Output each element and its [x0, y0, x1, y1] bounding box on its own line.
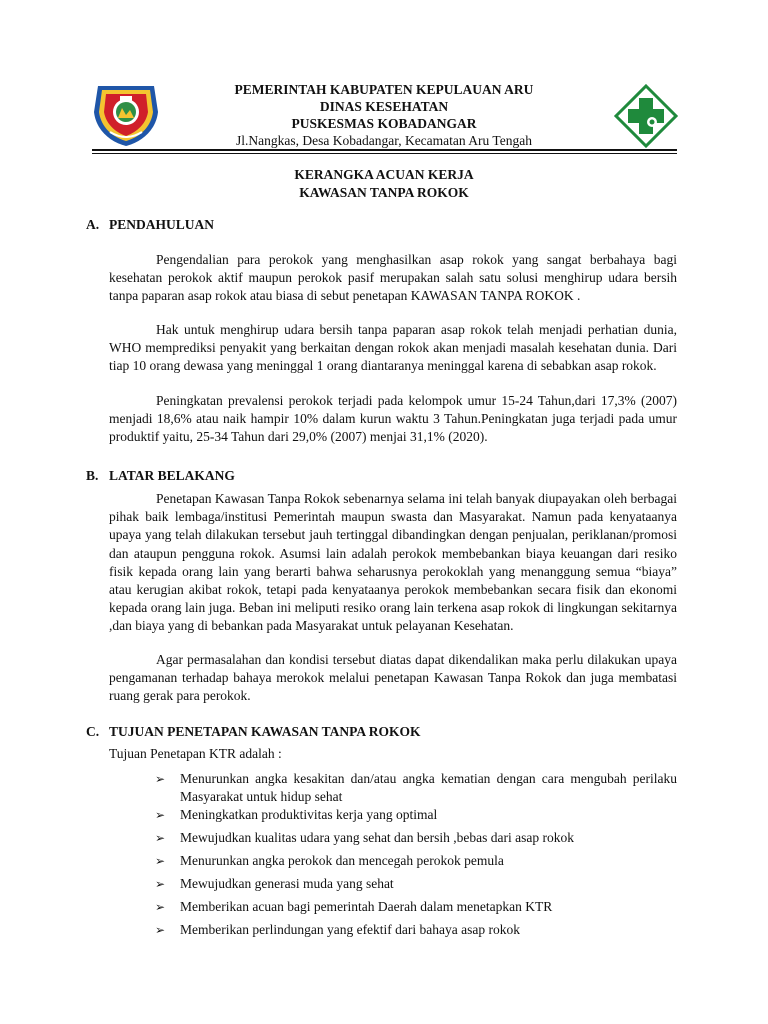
section-b-letter: B. [86, 468, 99, 483]
list-item: ➢ Mewujudkan kualitas udara yang sehat dan bersih ,bebas dari asap rokok [155, 829, 677, 847]
list-item: ➢ Menurunkan angka kesakitan dan/atau angka kematian dengan cara mengubah perilaku Masyarakat untuk hidup sehat [155, 771, 677, 805]
section-a-paragraph-2: Hak untuk menghirup udara bersih tanpa paparan asap rokok telah menjadi perhatian dunia, WHO memprediksi penyakit yang berkaitan dengan rokok akan menjadi masalah kesehatan dunia. Dari tiap 10 orang dewasa yang meninggal 1 orang diantaranya meninggal karena di sebabkan asap rokok. [109, 322, 677, 374]
section-a-paragraph-3: Peningkatan prevalensi perokok terjadi pada kelompok umur 15-24 Tahun,dari 17,3% (2007) menjadi 18,6% atau naik hampir 10% dalam kurun waktu 3 Tahun.Peningkatan juga terjadi pada umur produktif yaitu, 25-34 Tahun dari 29,0% (2007) menjai 31,1% (2020). [109, 393, 677, 445]
section-c-title: TUJUAN PENETAPAN KAWASAN TANPA ROKOK [109, 724, 421, 739]
section-c-intro: Tujuan Penetapan KTR adalah : [109, 746, 282, 761]
section-a-paragraph-1: Pengendalian para perokok yang menghasilkan asap rokok yang sangat berbahaya bagi kesehatan perokok aktif maupun perokok pasif merupakan salah satu solusi menghirup udara bersih tanpa paparan asap rokok atau biasa di sebut penetapan KAWASAN TANPA ROKOK . [109, 252, 677, 304]
section-b-heading [86, 468, 235, 484]
header-divider-thick [92, 149, 677, 151]
header-puskesmas: PUSKESMAS KOBADANGAR [291, 116, 477, 131]
section-a-heading [86, 217, 214, 233]
section-b-paragraph-1: Penetapan Kawasan Tanpa Rokok sebenarnya selama ini telah banyak diupayakan oleh berbagai pihak baik lembaga/institusi Pemerintah maupun swasta dan Masyarakat. Namun pada kenyataanya upaya yang telah dilakukan tersebut jauh tertinggal dibandingkan dengan penjualan, periklanan/promosi dan ataupun pengguna rokok. Asumsi lain adalah perokok membebankan biaya keuangan dari resiko fisik kepada orang lain yang berarti bahwa seharusnya perokoklah yang menanggung semua “biaya” atau kerugian akibat rokok, tetapi pada kenyataanya perokok membebankan secara fisik dan ekonomi kepada orang lain juga. Beban ini meliputi resiko orang lain terkena asap rokok di lingkungan sekitarnya ,dan biaya yang di bebankan pada Masyarakat untuk pelayanan Kesehatan. [109, 491, 677, 634]
arrow-bullet-icon: ➢ [155, 923, 166, 937]
list-item: ➢ Memberikan acuan bagi pemerintah Daerah dalam menetapkan KTR [155, 898, 677, 916]
header-department: DINAS KESEHATAN [319, 99, 449, 114]
header-divider-thin [92, 153, 677, 154]
section-c-heading [86, 724, 421, 740]
section-a-letter: A. [86, 217, 100, 232]
header-address: Jl.Nangkas, Desa Kobadangar, Kecamatan Aru Tengah [236, 133, 532, 148]
arrow-bullet-icon: ➢ [155, 772, 166, 786]
section-a-title: PENDAHULUAN [109, 217, 215, 232]
arrow-bullet-icon: ➢ [155, 854, 166, 868]
arrow-bullet-icon: ➢ [155, 877, 166, 891]
document-title: KERANGKA ACUAN KERJA [294, 167, 474, 182]
arrow-bullet-icon: ➢ [155, 831, 166, 845]
arrow-bullet-icon: ➢ [155, 808, 166, 822]
arrow-bullet-icon: ➢ [155, 900, 166, 914]
section-b-paragraph-2: Agar permasalahan dan kondisi tersebut diatas dapat dikendalikan maka perlu dilakukan upaya pengamanan terhadap bahaya merokok melalui penetapan Kawasan Tanpa Rokok dan juga membatasi ruang gerak para perokok. [109, 652, 677, 704]
header-government: PEMERINTAH KABUPATEN KEPULAUAN ARU [234, 82, 534, 97]
section-b-title: LATAR BELAKANG [109, 468, 235, 483]
list-item: ➢ Meningkatkan produktivitas kerja yang optimal [155, 806, 677, 824]
section-c-letter: C. [86, 724, 100, 739]
list-item: ➢ Mewujudkan generasi muda yang sehat [155, 875, 677, 893]
list-item: ➢ Menurunkan angka perokok dan mencegah perokok pemula [155, 852, 677, 870]
document-subtitle: KAWASAN TANPA ROKOK [299, 185, 469, 200]
list-item: ➢ Memberikan perlindungan yang efektif dari bahaya asap rokok [155, 921, 677, 939]
